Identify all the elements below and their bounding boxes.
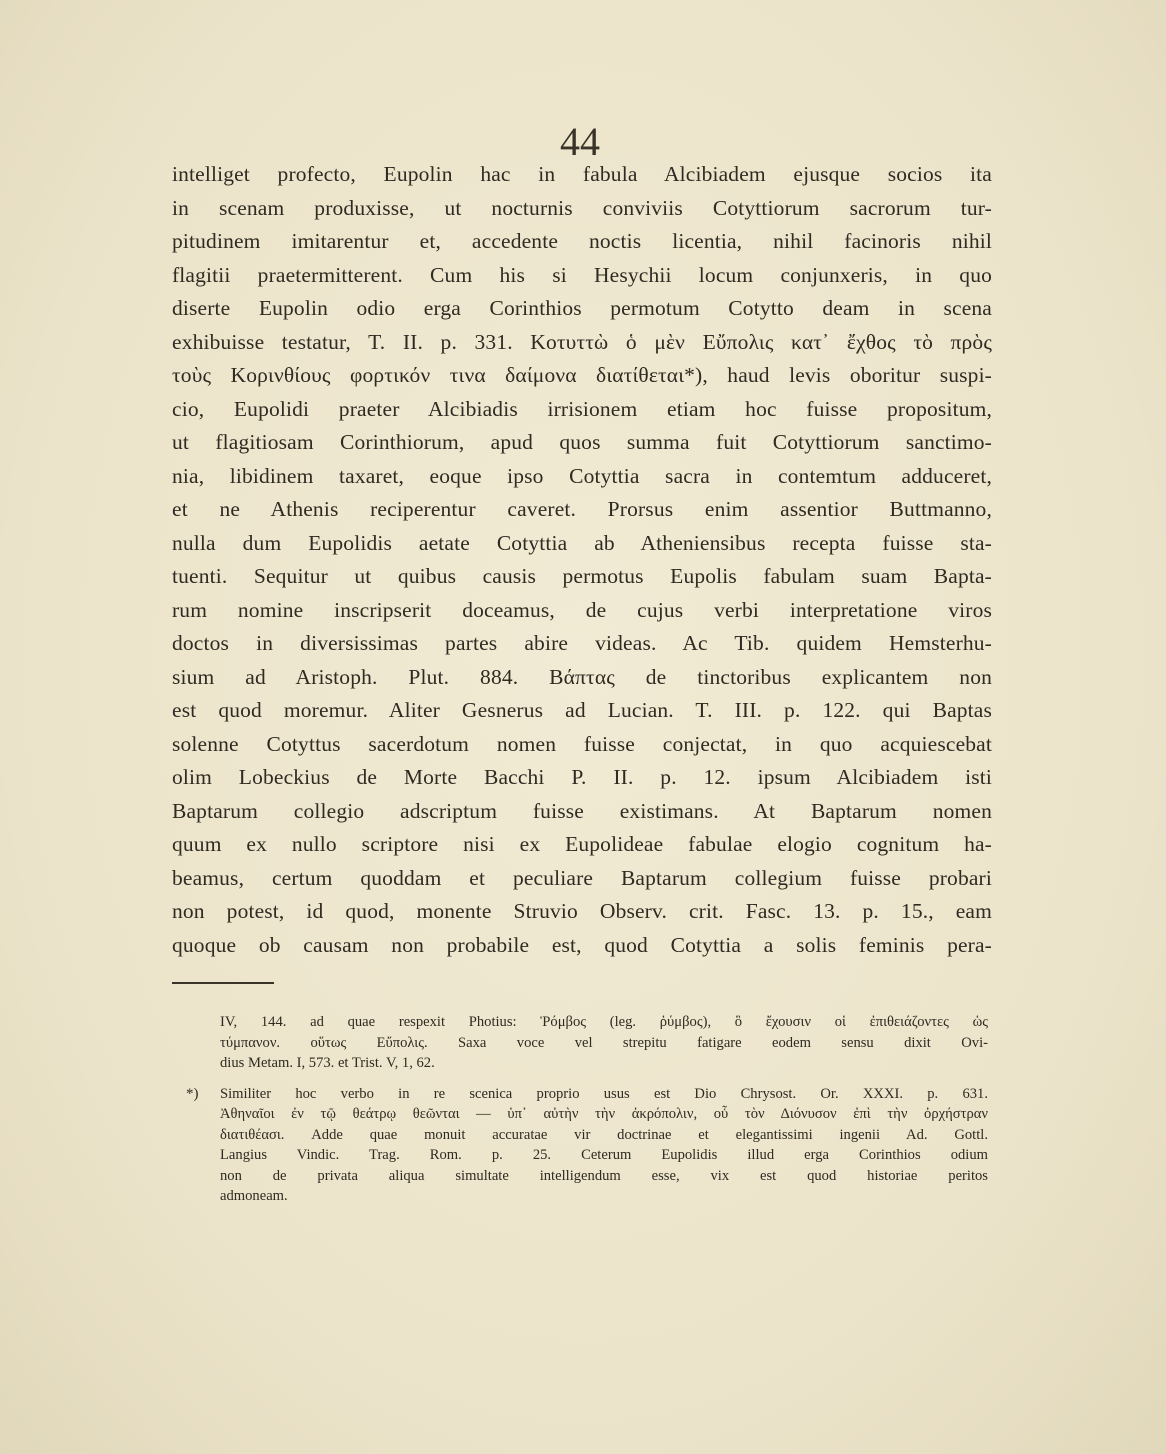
body-line: flagitii praetermitterent. Cum his si Hesychii locum conjunxeris, in quo: [172, 262, 992, 287]
body-line: doctos in diversissimas partes abire videas. Ac Tib. quidem Hemsterhu-: [172, 631, 992, 655]
footnotes: [186, 1012, 988, 1217]
footnote-line: Langius Vindic. Trag. Rom. p. 25. Ceterum Eupolidis illud erga Corinthios odium: [220, 1147, 988, 1163]
footnote-separator: [172, 982, 274, 984]
body-text: [172, 158, 992, 962]
body-line: diserte Eupolin odio erga Corinthios permotum Cotytto deam in scena: [172, 296, 992, 320]
footnote-line: admoneam.: [220, 1188, 288, 1204]
body-line: olim Lobeckius de Morte Bacchi P. II. p. 12. ipsum Alcibiadem isti: [172, 765, 992, 789]
body-line: tuenti. Sequitur ut quibus causis permotus Eupolis fabulam suam Bapta-: [172, 564, 992, 588]
body-line: et ne Athenis reciperentur caveret. Prorsus enim assentior Buttmanno,: [172, 497, 992, 521]
footnote-continued: [186, 1012, 988, 1074]
body-line: non potest, id quod, monente Struvio Observ. crit. Fasc. 13. p. 15., eam: [172, 899, 992, 923]
body-line: nia, libidinem taxaret, eoque ipso Cotyttia sacra in contemtum adduceret,: [172, 463, 992, 488]
body-line: sium ad Aristoph. Plut. 884. Βάπτας de tinctoribus explicantem non: [172, 664, 992, 689]
body-line: cio, Eupolidi praeter Alcibiadis irrisionem etiam hoc fuisse propositum,: [172, 396, 992, 421]
body-line: ut flagitiosam Corinthiorum, apud quos summa fuit Cotyttiorum sanctimo-: [172, 430, 992, 454]
body-line: Baptarum collegio adscriptum fuisse existimans. At Baptarum nomen: [172, 798, 992, 823]
body-line: intelliget profecto, Eupolin hac in fabula Alcibiadem ejusque socios ita: [172, 162, 992, 186]
footnote-line: dius Metam. I, 573. et Trist. V, 1, 62.: [220, 1055, 435, 1071]
body-line: pitudinem imitarentur et, accedente noctis licentia, nihil facinoris nihil: [172, 229, 992, 253]
body-line: rum nomine inscripserit doceamus, de cujus verbi interpretatione viros: [172, 597, 992, 622]
body-line: in scenam produxisse, ut nocturnis conviviis Cotyttiorum sacrorum tur-: [172, 195, 992, 220]
body-line: quoque ob causam non probabile est, quod Cotyttia a solis feminis pera-: [172, 932, 992, 957]
body-line: solenne Cotyttus sacerdotum nomen fuisse conjectat, in quo acquiescebat: [172, 731, 992, 756]
footnote-marker: *): [186, 1085, 199, 1102]
body-line: beamus, certum quoddam et peculiare Baptarum collegium fuisse probari: [172, 865, 992, 890]
page-number: 44: [560, 119, 600, 164]
footnote-line: Similiter hoc verbo in re scenica proprio usus est Dio Chrysost. Or. XXXI. p. 631.: [220, 1085, 988, 1102]
footnote-line: διατιθέασι. Adde quae monuit accuratae vir doctrinae et elegantissimi ingenii Ad. Gottl.: [220, 1126, 988, 1143]
body-line: quum ex nullo scriptore nisi ex Eupolideae fabulae elogio cognitum ha-: [172, 832, 992, 856]
body-line: exhibuisse testatur, T. II. p. 331. Κοτυττὼ ὁ μὲν Εὔπολις κατ᾽ ἔχθος τὸ πρὸς: [172, 329, 992, 354]
body-line: est quod moremur. Aliter Gesnerus ad Lucian. T. III. p. 122. qui Baptas: [172, 698, 992, 722]
footnote-line: Ἀθηναῖοι ἐν τῷ θεάτρῳ θεῶνται — ὑπ᾽ αὐτὴν τὴν ἀκρόπολιν, οὗ τὸν Διόνυσον ἐπὶ τὴν ὀρχήστραν: [220, 1106, 988, 1122]
footnote-line: IV, 144. ad quae respexit Photius: Ῥόμβος (leg. ῥύμβος), ὃ ἔχουσιν οἱ ἐπιθειάζοντες ὡς: [220, 1014, 988, 1030]
footnote-star: [186, 1084, 988, 1207]
footnote-line: non de privata aliqua simultate intelligendum esse, vix est quod historiae peritos: [220, 1167, 988, 1184]
body-line: nulla dum Eupolidis aetate Cotyttia ab Atheniensibus recepta fuisse sta-: [172, 530, 992, 555]
footnote-line: τύμπανον. οὕτως Εὔπολις. Saxa voce vel strepitu fatigare eodem sensu dixit Ovi-: [220, 1034, 988, 1051]
body-line: τοὺς Κορινθίους φορτικόν τινα δαίμονα διατίθεται*), haud levis oboritur suspi-: [172, 363, 992, 387]
